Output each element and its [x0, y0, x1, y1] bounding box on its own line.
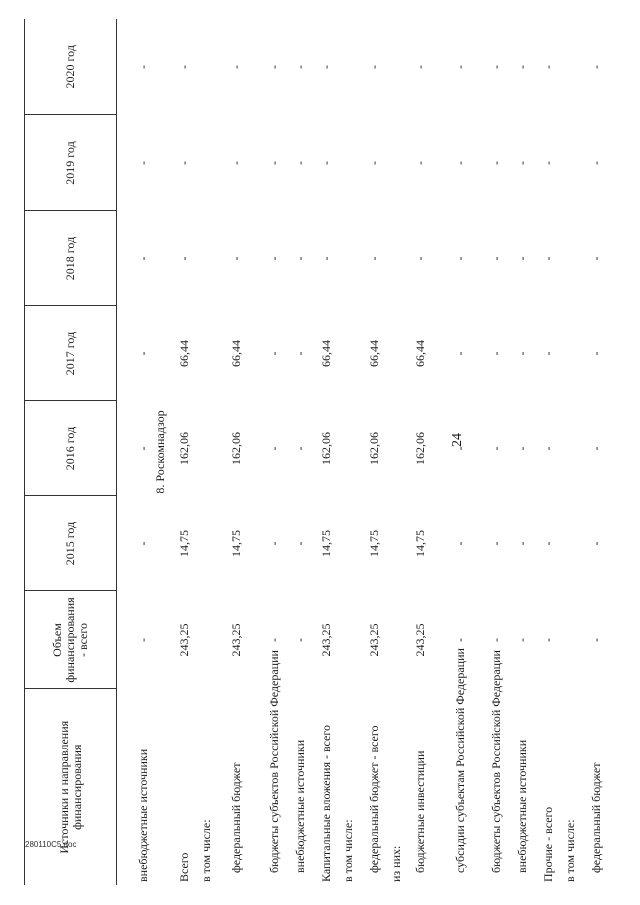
row-year-value [334, 211, 356, 306]
row-year-value: - [488, 65, 503, 69]
header-source: Источники и направления финансирования [25, 689, 117, 885]
row-year-value [192, 211, 214, 306]
row-year-value [382, 401, 404, 496]
row-year-value: - [266, 351, 281, 356]
table-row [578, 19, 604, 885]
row-year-value [334, 115, 356, 211]
row-total: 243,25 [176, 623, 191, 657]
row-year-value: - [514, 65, 529, 69]
row-total: - [135, 638, 150, 642]
row-year-value: - [228, 65, 243, 69]
row-year-value: 162,06 [176, 432, 191, 465]
row-year-value: - [540, 351, 555, 356]
row-year-value: - [135, 65, 150, 69]
page-number: 24 [450, 433, 465, 447]
row-year-value: 66,44 [366, 340, 381, 367]
row-year-value: - [588, 541, 603, 546]
row-year-value: 14,75 [366, 530, 381, 557]
table-row [504, 19, 530, 885]
row-year-value: 162,06 [412, 432, 427, 465]
row-year-value: - [540, 446, 555, 451]
table-row [117, 19, 151, 885]
row-year-value: - [540, 161, 555, 165]
row-label: внебюджетные источники [514, 739, 529, 873]
row-year-value [334, 496, 356, 591]
header-year-2020: 2020 год [25, 19, 117, 115]
row-year-value: 66,44 [228, 340, 243, 367]
row-label: Всего [176, 852, 191, 882]
row-year-value: - [588, 351, 603, 356]
row-year-value: - [135, 256, 150, 261]
section-row [151, 19, 168, 885]
row-label: внебюджетные источники [135, 748, 150, 882]
row-year-value: - [266, 256, 281, 261]
row-year-value: - [514, 541, 529, 546]
row-label: федеральный бюджет - всего [366, 725, 381, 873]
financing-table [24, 19, 604, 885]
header-year-2018: 2018 год [25, 211, 117, 306]
row-year-value: 14,75 [412, 530, 427, 557]
row-label: в том числе: [340, 819, 355, 882]
row-year-value: - [588, 256, 603, 261]
row-label: Капитальные вложения - всего [318, 725, 333, 882]
header-year-2016: 2016 год [25, 401, 117, 496]
row-year-value [192, 496, 214, 591]
row-year-value [192, 401, 214, 496]
row-year-value: - [292, 541, 307, 546]
row-year-value: 162,06 [228, 432, 243, 465]
table-row [244, 19, 282, 885]
row-year-value [556, 19, 578, 115]
row-total [334, 591, 356, 689]
table-row [282, 19, 308, 885]
row-year-value: 14,75 [228, 530, 243, 557]
table-row [356, 19, 382, 885]
row-year-value: 14,75 [318, 530, 333, 557]
row-year-value [556, 306, 578, 401]
row-year-value: - [266, 446, 281, 451]
row-year-value: - [292, 446, 307, 451]
row-year-value [192, 19, 214, 115]
row-year-value: - [176, 65, 191, 69]
row-year-value [556, 211, 578, 306]
row-year-value: - [135, 161, 150, 165]
row-year-value: - [452, 65, 467, 69]
table-row [556, 19, 578, 885]
row-year-value [556, 496, 578, 591]
row-year-value: - [540, 256, 555, 261]
row-year-value: - [488, 446, 503, 451]
row-year-value: 66,44 [176, 340, 191, 367]
row-total: - [488, 638, 503, 642]
row-total [192, 591, 214, 689]
table-row [168, 19, 192, 885]
row-year-value: - [588, 161, 603, 165]
row-year-value: - [292, 161, 307, 165]
row-year-value: - [318, 161, 333, 165]
row-total [382, 591, 404, 689]
table-row [530, 19, 556, 885]
header-total: Объем финансирования - всего [25, 591, 117, 689]
row-year-value [382, 496, 404, 591]
header-year-2019: 2019 год [25, 115, 117, 211]
row-year-value [334, 401, 356, 496]
table-row [382, 19, 404, 885]
row-year-value: - [366, 256, 381, 261]
row-total: 243,25 [318, 623, 333, 657]
row-year-value: - [452, 161, 467, 165]
row-year-value: - [266, 161, 281, 165]
row-total: - [452, 638, 467, 642]
row-year-value: - [412, 65, 427, 69]
row-year-value: - [135, 351, 150, 356]
row-year-value [382, 306, 404, 401]
row-total: - [266, 638, 281, 642]
row-year-value: - [366, 161, 381, 165]
row-year-value: - [452, 256, 467, 261]
row-year-value: - [488, 161, 503, 165]
row-year-value: - [488, 541, 503, 546]
row-year-value: - [228, 256, 243, 261]
row-year-value: - [266, 65, 281, 69]
table-row [192, 19, 214, 885]
header-year-2015: 2015 год [25, 496, 117, 591]
row-total [556, 591, 578, 689]
row-total: 243,25 [412, 623, 427, 657]
row-year-value: 66,44 [412, 340, 427, 367]
row-label: субсидии субъектам Российской Федерации [452, 648, 467, 873]
row-year-value: - [292, 65, 307, 69]
row-label: бюджетные инвестиции [412, 750, 427, 873]
row-total: - [292, 638, 307, 642]
row-year-value: - [488, 351, 503, 356]
row-label: в том числе: [198, 819, 213, 882]
row-total: - [540, 638, 555, 642]
file-stamp: 280110C5.doc [25, 840, 77, 849]
row-year-value: 14,75 [176, 530, 191, 557]
row-year-value: - [514, 351, 529, 356]
row-year-value: - [176, 161, 191, 165]
row-label: внебюджетные источники [292, 739, 307, 873]
row-year-value: - [318, 65, 333, 69]
row-year-value [382, 19, 404, 115]
row-total: 243,25 [228, 623, 243, 657]
row-label: бюджеты субъектов Российской Федерации [488, 650, 503, 873]
row-year-value [556, 115, 578, 211]
row-year-value: - [452, 446, 467, 451]
table-row [214, 19, 244, 885]
row-label: бюджеты субъектов Российской Федерации [266, 650, 281, 873]
row-total: 243,25 [366, 623, 381, 657]
row-total: - [514, 638, 529, 642]
row-label: из них: [388, 845, 403, 882]
row-year-value: - [514, 446, 529, 451]
row-year-value: - [452, 351, 467, 356]
row-year-value: 66,44 [318, 340, 333, 367]
row-year-value: - [318, 256, 333, 261]
table-header-row [25, 19, 117, 885]
row-label: Прочие - всего [540, 806, 555, 882]
row-year-value: - [452, 541, 467, 546]
table-row [334, 19, 356, 885]
row-year-value: - [412, 256, 427, 261]
row-year-value: - [135, 541, 150, 546]
row-year-value [556, 401, 578, 496]
row-label: федеральный бюджет [228, 762, 243, 873]
row-year-value: - [540, 65, 555, 69]
table-row [404, 19, 428, 885]
row-year-value: - [228, 161, 243, 165]
row-year-value: - [514, 161, 529, 165]
row-year-value: - [540, 541, 555, 546]
row-year-value: 162,06 [318, 432, 333, 465]
row-year-value [382, 115, 404, 211]
row-year-value: - [514, 256, 529, 261]
row-year-value: - [292, 256, 307, 261]
row-year-value: - [588, 65, 603, 69]
row-label: в том числе: [562, 819, 577, 882]
row-year-value [192, 115, 214, 211]
row-year-value: - [366, 65, 381, 69]
row-year-value: - [266, 541, 281, 546]
table-row [428, 19, 468, 885]
row-label: федеральный бюджет [588, 762, 603, 873]
row-year-value [192, 306, 214, 401]
table-row [308, 19, 334, 885]
row-year-value: - [176, 256, 191, 261]
row-total: - [588, 638, 603, 642]
row-year-value: 162,06 [366, 432, 381, 465]
row-year-value [334, 19, 356, 115]
table-row [468, 19, 504, 885]
row-year-value [382, 211, 404, 306]
row-year-value [334, 306, 356, 401]
row-year-value: - [412, 161, 427, 165]
section-title: 8. Роскомнадзор [152, 410, 167, 494]
row-year-value: - [588, 446, 603, 451]
row-year-value: - [292, 351, 307, 356]
financing-table-sheet [24, 19, 616, 885]
row-year-value: - [135, 446, 150, 451]
row-year-value: - [488, 256, 503, 261]
header-year-2017: 2017 год [25, 306, 117, 401]
